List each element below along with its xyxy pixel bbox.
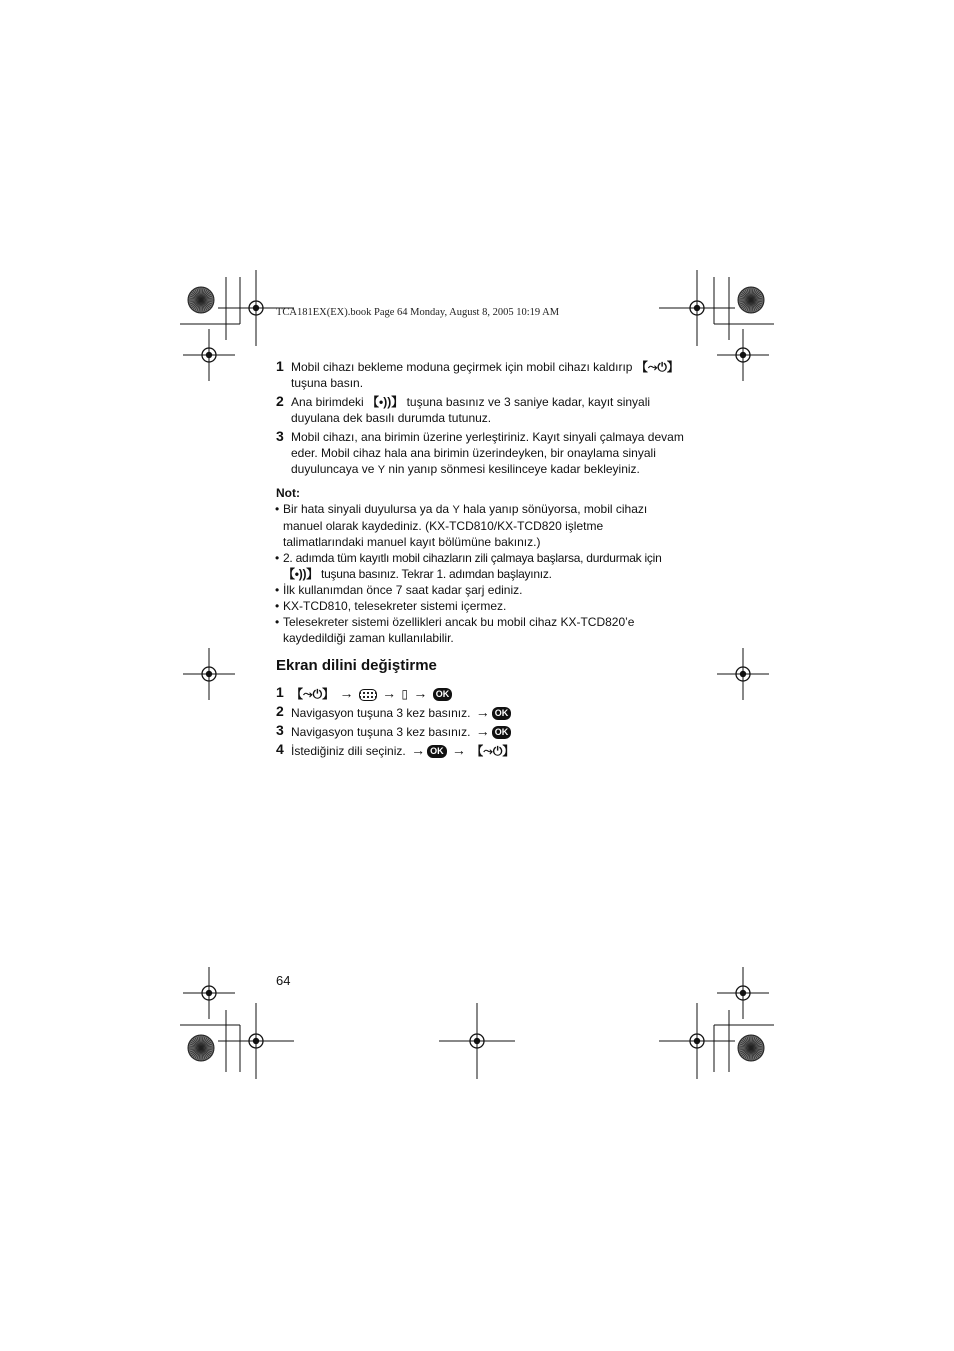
off-key-icon: 【⤳⏻】 [291,687,335,701]
arrow-icon: → [382,685,397,701]
phone-icon: ▯ [401,687,409,701]
antenna-icon: Y [377,464,386,476]
main-content [276,359,686,760]
step-text: Mobil cihazı, ana birimin üzerine yerleştiriniz. Kayıt sinyali çalmaya devam eder. Mobil cihaz hala ana birimin üzerindeyken, bir onaylama sinyali duyuluncaya ve [291,430,684,476]
arrow-icon: → [413,685,428,701]
step-1 [276,359,686,391]
note-item: • 2. adımda tüm kayıtlı mobil cihazların zili çalmaya başlarsa, durdurmak için 【•))】 tuşuna basınız. Tekrar 1. adımdan başlayınız. [276,550,686,582]
step-number: 1 [276,684,284,700]
step-text: Navigasyon tuşuna 3 kez basınız. [291,725,474,739]
note-item: • KX-TCD810, telesekreter sistemi içermez. [276,598,686,614]
step-2 [276,394,686,426]
note-item: • Bir hata sinyali duyulursa ya da Y hala yanıp sönüyorsa, mobil cihazı manuel olarak kaydediniz. (KX-TCD810/KX-TCD820 işletme talimatlarındaki manuel kayıt bölümüne bakınız.) [276,501,686,550]
step-number: 3 [276,722,284,738]
step-text: Navigasyon tuşuna 3 kez basınız. [291,706,474,720]
registration-dot [694,305,700,311]
step-text: nin yanıp sönmesi kesilinceye kadar bekleyiniz. [385,462,640,476]
registration-dot [694,1038,700,1044]
menu-key-icon [359,689,377,701]
section-step-2 [276,703,686,722]
note-title: Not: [276,486,300,500]
step-text: Ana birimdeki [291,395,368,409]
section-title: Ekran dilini değiştirme [276,657,437,674]
registration-dot [740,990,746,996]
arrow-icon: → [451,742,466,758]
registration-dot [253,305,259,311]
step-number: 2 [276,703,284,719]
registration-dot [253,1038,259,1044]
page-number: 64 [276,973,291,988]
registration-dot [474,1038,480,1044]
registration-dot [206,990,212,996]
step-number: 4 [276,741,284,757]
off-key-icon: 【⤳⏻】 [471,744,515,758]
registration-dot [740,671,746,677]
locator-key-icon: 【•))】 [367,395,404,409]
step-text: tuşuna basınız ve 3 saniye kadar, kayıt sinyali duyulana dek basılı durumda tutunuz. [291,395,651,425]
section-step-1 [276,684,686,703]
step-3 [276,429,686,478]
step-text: tuşuna basın. [291,376,364,390]
ok-key-icon: OK [433,688,453,701]
registration-dot [206,352,212,358]
off-key-icon: 【⤳⏻】 [635,360,679,374]
section-step-3 [276,722,686,741]
ok-key-icon: OK [492,707,512,720]
ok-key-icon: OK [492,726,512,739]
step-text: İstediğiniz dili seçiniz. [291,744,410,758]
step-number: 1 [276,358,284,374]
locator-key-icon: 【•))】 [283,567,318,581]
arrow-icon: → [339,685,354,701]
section-step-4 [276,741,686,760]
arrow-icon: → [475,723,490,739]
step-text: Mobil cihazı bekleme moduna geçirmek için mobil cihazı kaldırıp [291,360,636,374]
arrow-icon: → [411,742,426,758]
registration-dot [206,671,212,677]
step-number: 3 [276,428,284,444]
antenna-icon: Y [452,504,460,516]
print-header: TCA181EX(EX).book Page 64 Monday, August 8, 2005 10:19 AM [276,307,560,318]
registration-dot [740,352,746,358]
arrow-icon: → [475,704,490,720]
note-item: • Telesekreter sistemi özellikleri ancak bu mobil cihaz KX-TCD820’e kaydedildiği zaman kullanılabilir. [276,614,686,646]
note-item: • İlk kullanımdan önce 7 saat kadar şarj ediniz. [276,582,686,598]
step-number: 2 [276,393,284,409]
ok-key-icon: OK [427,745,447,758]
